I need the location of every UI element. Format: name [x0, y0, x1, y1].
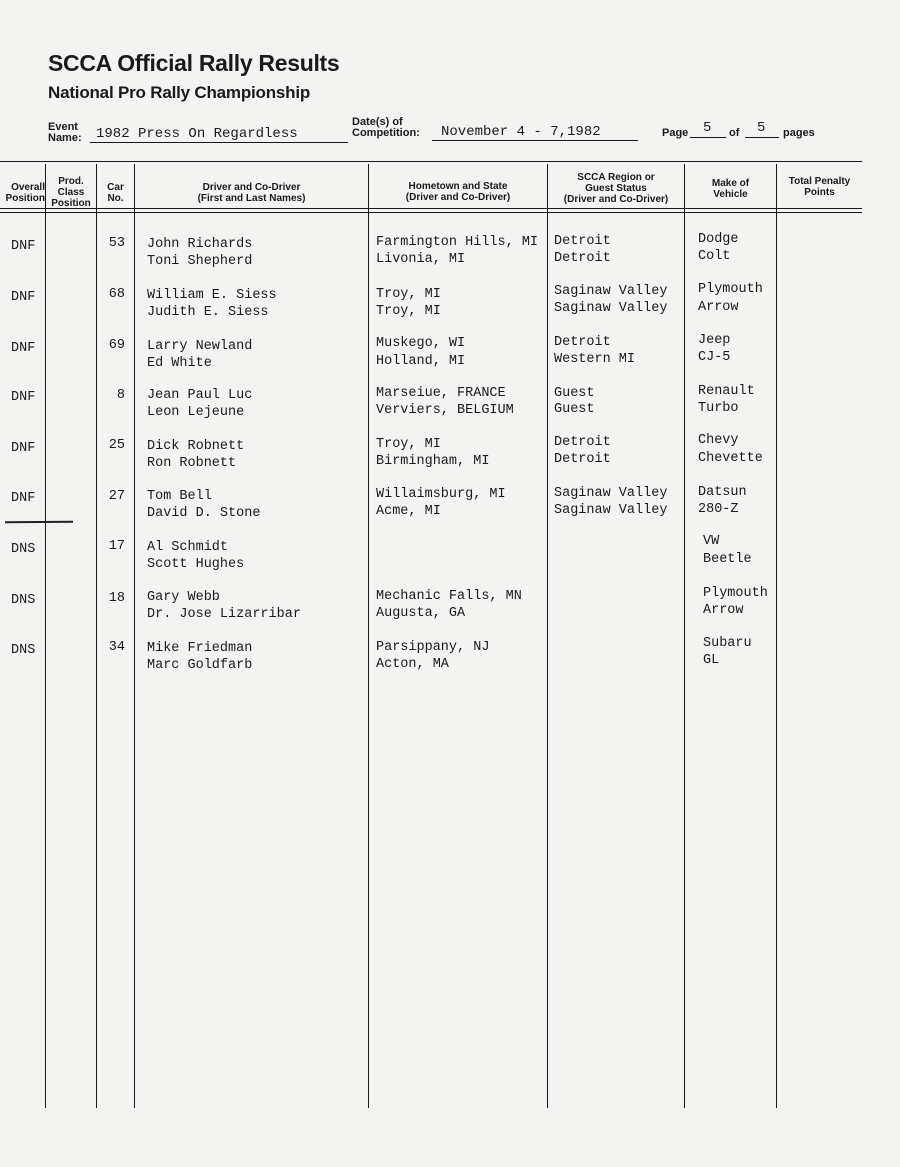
driver-hometown: Troy, MI	[376, 287, 441, 302]
driver-name: Mike Friedman	[147, 641, 253, 656]
overall-position: DNF	[11, 491, 36, 506]
page-label: Page	[662, 127, 689, 139]
codriver-name: Scott Hughes	[147, 557, 245, 572]
col-header-prod-class: Prod. Class Position	[51, 176, 91, 209]
overall-position: DNS	[11, 593, 36, 608]
driver-region: Detroit	[554, 234, 611, 249]
vehicle-model: Arrow	[698, 300, 739, 315]
driver-name: Tom Bell	[147, 489, 212, 504]
col-header-car-no: Car No.	[107, 182, 124, 204]
col-header-make: Make of Vehicle	[711, 178, 750, 200]
dates-label: Date(s) of Competition:	[352, 116, 420, 139]
car-number: 8	[116, 388, 125, 403]
car-number: 69	[108, 338, 125, 353]
col-divider	[96, 164, 97, 1108]
vehicle-make: Subaru	[703, 636, 752, 651]
page-number-underline	[690, 137, 726, 138]
page-title: SCCA Official Rally Results	[48, 50, 340, 76]
codriver-region: Detroit	[554, 251, 611, 266]
driver-name: Gary Webb	[147, 590, 220, 605]
codriver-region: Detroit	[554, 452, 611, 467]
col-divider	[776, 164, 777, 1108]
overall-position: DNF	[11, 290, 36, 305]
driver-name: Larry Newland	[147, 339, 253, 354]
car-number: 34	[108, 640, 125, 655]
col-divider	[368, 164, 369, 1108]
event-underline	[90, 142, 348, 143]
car-number: 68	[108, 287, 125, 302]
codriver-hometown: Birmingham, MI	[376, 454, 490, 469]
col-header-region: SCCA Region or Guest Status (Driver and Co-Driver)	[563, 172, 669, 205]
event-label: Event Name:	[48, 121, 82, 144]
col-divider	[684, 164, 685, 1108]
vehicle-model: Turbo	[698, 401, 739, 416]
of-label: of	[729, 127, 740, 139]
codriver-region: Saginaw Valley	[554, 503, 668, 518]
driver-hometown: Marseiue, FRANCE	[376, 386, 506, 401]
codriver-region: Saginaw Valley	[554, 301, 668, 316]
driver-name: Jean Paul Luc	[147, 388, 253, 403]
event-name: 1982 Press On Regardless	[96, 126, 298, 142]
driver-region: Detroit	[554, 335, 611, 350]
codriver-name: Ed White	[147, 356, 212, 371]
col-divider	[547, 164, 548, 1108]
vehicle-make: VW	[703, 534, 720, 549]
codriver-name: David D. Stone	[147, 506, 261, 521]
car-number: 25	[108, 438, 125, 453]
driver-hometown: Troy, MI	[376, 437, 441, 452]
overall-position: DNS	[11, 542, 36, 557]
overall-position: DNF	[11, 390, 36, 405]
vehicle-make: Plymouth	[698, 282, 763, 297]
car-number: 17	[108, 539, 125, 554]
codriver-region: Guest	[554, 402, 595, 417]
header-bottom-rule-1	[0, 208, 862, 209]
vehicle-make: Dodge	[698, 232, 739, 247]
overall-position: DNF	[11, 441, 36, 456]
driver-hometown: Muskego, WI	[376, 336, 466, 351]
vehicle-make: Datsun	[698, 485, 747, 500]
codriver-name: Leon Lejeune	[147, 405, 245, 420]
codriver-region: Western MI	[554, 352, 636, 367]
codriver-hometown: Livonia, MI	[376, 252, 466, 267]
vehicle-model: Beetle	[703, 552, 752, 567]
overall-position: DNF	[11, 239, 36, 254]
dates-value: November 4 - 7,1982	[441, 124, 601, 140]
driver-hometown: Farmington Hills, MI	[376, 235, 539, 250]
car-number: 53	[108, 236, 125, 251]
codriver-hometown: Acton, MA	[376, 657, 449, 672]
dates-underline	[432, 140, 638, 141]
driver-name: Al Schmidt	[147, 540, 229, 555]
overall-position: DNS	[11, 643, 36, 658]
vehicle-model: 280-Z	[698, 502, 739, 517]
codriver-name: Toni Shepherd	[147, 254, 253, 269]
driver-hometown: Willaimsburg, MI	[376, 487, 506, 502]
car-number: 18	[108, 591, 125, 606]
separator-mark	[5, 521, 73, 523]
codriver-hometown: Acme, MI	[376, 504, 441, 519]
page-total: 5	[757, 120, 766, 136]
car-number: 27	[108, 489, 125, 504]
driver-region: Detroit	[554, 435, 611, 450]
vehicle-make: Plymouth	[703, 586, 768, 601]
driver-region: Saginaw Valley	[554, 486, 668, 501]
vehicle-make: Jeep	[698, 333, 731, 348]
codriver-name: Dr. Jose Lizarribar	[147, 607, 301, 622]
page-total-underline	[745, 137, 779, 138]
driver-name: Dick Robnett	[147, 439, 245, 454]
col-header-overall: Overall Position	[5, 182, 45, 204]
vehicle-model: Arrow	[703, 603, 744, 618]
codriver-name: Marc Goldfarb	[147, 658, 253, 673]
codriver-name: Ron Robnett	[147, 456, 237, 471]
col-header-hometown: Hometown and State (Driver and Co-Driver)	[405, 181, 511, 203]
overall-position: DNF	[11, 341, 36, 356]
vehicle-model: GL	[703, 653, 720, 668]
vehicle-model: CJ-5	[698, 350, 731, 365]
codriver-hometown: Holland, MI	[376, 354, 466, 369]
driver-name: John Richards	[147, 237, 253, 252]
col-divider	[134, 164, 135, 1108]
driver-region: Saginaw Valley	[554, 284, 668, 299]
col-header-driver: Driver and Co-Driver (First and Last Names)	[197, 182, 306, 204]
col-header-points: Total Penalty Points	[788, 176, 851, 198]
col-divider	[45, 164, 46, 1108]
page-number: 5	[703, 120, 712, 136]
vehicle-make: Renault	[698, 384, 755, 399]
driver-region: Guest	[554, 386, 595, 401]
pages-label: pages	[783, 127, 815, 139]
table-top-rule	[0, 161, 862, 162]
codriver-name: Judith E. Siess	[147, 305, 269, 320]
page-subtitle: National Pro Rally Championship	[48, 83, 311, 102]
driver-hometown: Parsippany, NJ	[376, 640, 490, 655]
vehicle-model: Chevette	[698, 451, 763, 466]
driver-name: William E. Siess	[147, 288, 277, 303]
codriver-hometown: Troy, MI	[376, 304, 441, 319]
vehicle-make: Chevy	[698, 433, 739, 448]
vehicle-model: Colt	[698, 249, 731, 264]
header-bottom-rule-2	[0, 212, 862, 213]
codriver-hometown: Augusta, GA	[376, 606, 466, 621]
driver-hometown: Mechanic Falls, MN	[376, 589, 522, 604]
codriver-hometown: Verviers, BELGIUM	[376, 403, 514, 418]
